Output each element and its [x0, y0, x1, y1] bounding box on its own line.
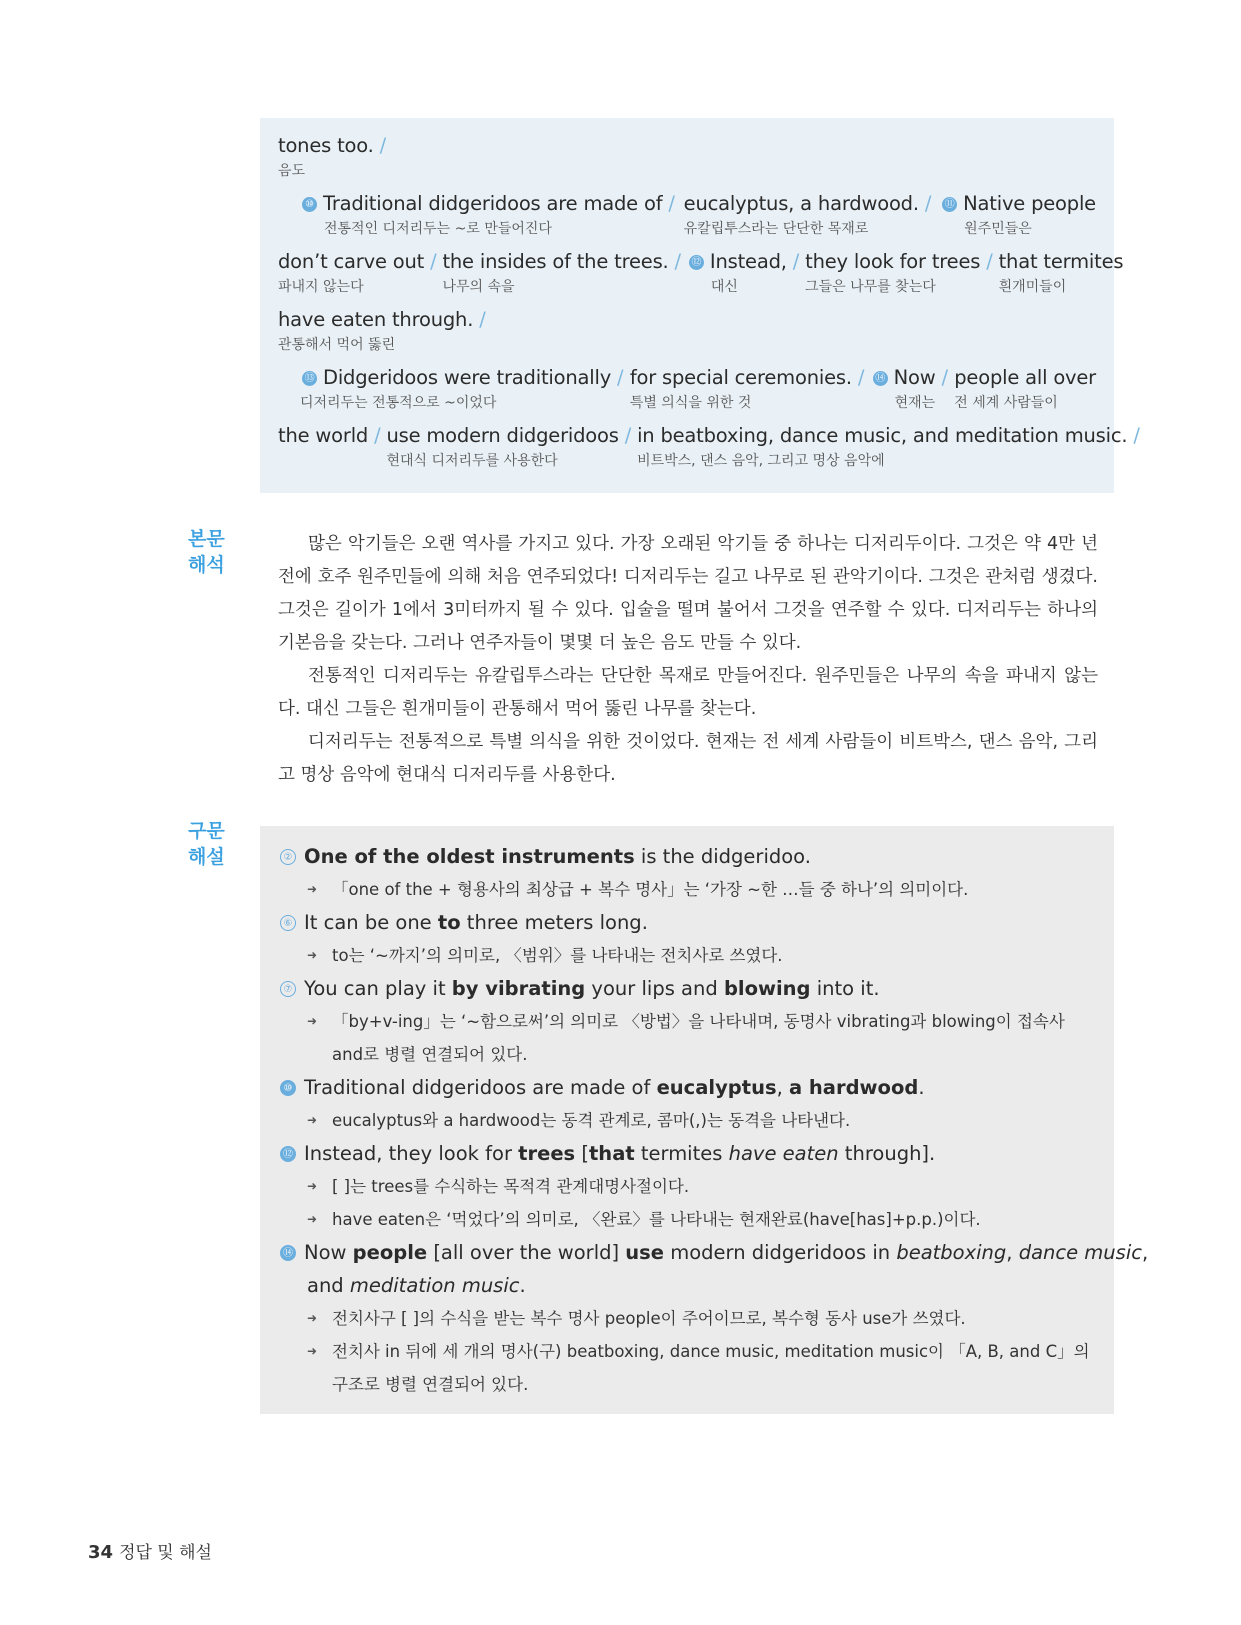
- paragraph: 많은 악기들은 오랜 역사를 가지고 있다. 가장 오래된 악기들 중 하나는 디저리두이다. 그것은 약 4만 년 전에 호주 원주민들에 의해 처음 연주되었다! 디저리두는 길고 나무로 된 관악기이다. 그것은 관처럼 생겼다. 그것은 길이가 1에서 3미터까지 될 수 있다. 입술을 떨며 불어서 그것을 연주할 수 있다. 디저리두는 하나의 기본음을 갖는다. 그러나 연주자들이 몇몇 더 높은 음도 만들 수 있다.: [278, 534, 1098, 653]
- reading-line: [278, 422, 1140, 480]
- explanation: ➜ 전치사구 [ ]의 수식을 받는 복수 명사 people이 주어이므로, 복수형 동사 use가 쓰였다.: [280, 1302, 1090, 1335]
- chunk: ⑪ Native people 원주민들은: [940, 190, 1096, 239]
- label-line: 해석: [188, 554, 225, 576]
- explanation: ➜ have eaten은 ‘먹었다’의 의미로, 〈완료〉를 나타내는 현재완료(have[has]+p.p.)이다.: [280, 1203, 1090, 1236]
- chunk: the world /: [278, 424, 381, 447]
- chunk: have eaten through. / 관통해서 먹어 뚫린: [278, 308, 486, 353]
- chunk: ⑬ Didgeridoos were traditionally / 디저리두는 전통적으로 ~이었다: [300, 366, 624, 411]
- syntax-label: [188, 818, 236, 870]
- translation-text: [278, 528, 1098, 792]
- arrow-icon: ➜: [307, 1344, 318, 1358]
- label-line: 본문: [188, 528, 225, 550]
- arrow-icon: ➜: [307, 1212, 318, 1226]
- example-sentence: ⑩ Traditional didgeridoos are made of eucalyptus, a hardwood.: [280, 1071, 1090, 1104]
- reading-line: [278, 364, 1096, 422]
- example-sentence-continued: and meditation music.: [307, 1274, 526, 1297]
- reading-line: [278, 248, 1124, 306]
- example-sentence: ② One of the oldest instruments is the didgeridoo.: [280, 840, 1090, 873]
- syntax-box: [260, 826, 1149, 1414]
- chunk: ⑭ Now / 현재는: [871, 364, 954, 413]
- arrow-icon: ➜: [307, 1113, 318, 1127]
- example-sentence: ⑭ Now people [all over the world] use modern didgeridoos in beatboxing, dance music,: [280, 1236, 1090, 1269]
- chunk: eucalyptus, a hardwood. / 유칼립투스라는 단단한 목재로: [683, 192, 932, 237]
- paragraph: 전통적인 디저리두는 유칼립투스라는 단단한 목재로 만들어진다. 원주민들은 나무의 속을 파내지 않는다. 대신 그들은 흰개미들이 관통해서 먹어 뚫린 나무를 찾는다.: [278, 666, 1098, 719]
- chunk: in beatboxing, dance music, and meditation music. / 비트박스, 댄스 음악, 그리고 명상 음악에: [637, 424, 1140, 469]
- paragraph: 디저리두는 전통적으로 특별 의식을 위한 것이었다. 현재는 전 세계 사람들이 비트박스, 댄스 음악, 그리고 명상 음악에 현대식 디저리두를 사용한다.: [278, 732, 1098, 785]
- explanation: ➜ 전치사 in 뒤에 세 개의 명사(구) beatboxing, dance music, meditation music이 「A, B, and C」의 구조로 병렬 연결되어 있다.: [280, 1335, 1090, 1401]
- chunk: don’t carve out / 파내지 않는다: [278, 250, 437, 295]
- explanation: ➜ 「one of the + 형용사의 최상급 + 복수 명사」는 ‘가장 ~한 …들 중 하나’의 의미이다.: [280, 873, 1090, 906]
- chunk: ⑩ Traditional didgeridoos are made of / 전통적인 디저리두는 ~로 만들어진다: [300, 190, 681, 239]
- chunk: use modern didgeridoos / 현대식 디저리두를 사용한다: [386, 424, 632, 469]
- example-sentence: ⑥ It can be one to three meters long.: [280, 906, 1090, 939]
- reading-chunk-box: [260, 118, 1140, 493]
- arrow-icon: ➜: [307, 882, 318, 896]
- page-footer: [88, 1538, 212, 1563]
- reading-line: [278, 306, 1096, 364]
- explanation: ➜ 「by+v-ing」는 ‘~함으로써’의 의미로 〈방법〉을 나타내며, 동명사 vibrating과 blowing이 접속사 and로 병렬 연결되어 있다.: [280, 1005, 1090, 1071]
- arrow-icon: ➜: [307, 948, 318, 962]
- explanation: ➜ to는 ‘~까지’의 의미로, 〈범위〉를 나타내는 전치사로 쓰였다.: [280, 939, 1090, 972]
- arrow-icon: ➜: [307, 1014, 318, 1028]
- chunk: people all over 전 세계 사람들이: [954, 366, 1096, 411]
- chunk: ⑫ Instead, / 대신: [687, 248, 805, 297]
- chunk: the insides of the trees. / 나무의 속을: [442, 250, 681, 295]
- chunk: for special ceremonies. / 특별 의식을 위한 것: [629, 366, 865, 411]
- example-sentence: ⑫ Instead, they look for trees [that termites have eaten through].: [280, 1137, 1090, 1170]
- chunk: tones too. / 음도: [278, 134, 387, 179]
- reading-line: [278, 190, 1096, 248]
- arrow-icon: ➜: [307, 1311, 318, 1325]
- page-number: 34: [88, 1542, 114, 1563]
- explanation: ➜ [ ]는 trees를 수식하는 목적격 관계대명사절이다.: [280, 1170, 1090, 1203]
- footer-title: 정답 및 해설: [119, 1543, 212, 1563]
- chunk: that termites 흰개미들이: [998, 250, 1124, 295]
- arrow-icon: ➜: [307, 1179, 318, 1193]
- label-line: 구문: [188, 820, 225, 842]
- explanation: ➜ eucalyptus와 a hardwood는 동격 관계로, 콤마(,)는 동격을 나타낸다.: [280, 1104, 1090, 1137]
- chunk: they look for trees / 그들은 나무를 찾는다: [805, 250, 993, 295]
- label-line: 해설: [188, 846, 225, 868]
- example-sentence: ⑦ You can play it by vibrating your lips and blowing into it.: [280, 972, 1090, 1005]
- reading-line: [278, 132, 1096, 190]
- translation-label: [188, 526, 236, 578]
